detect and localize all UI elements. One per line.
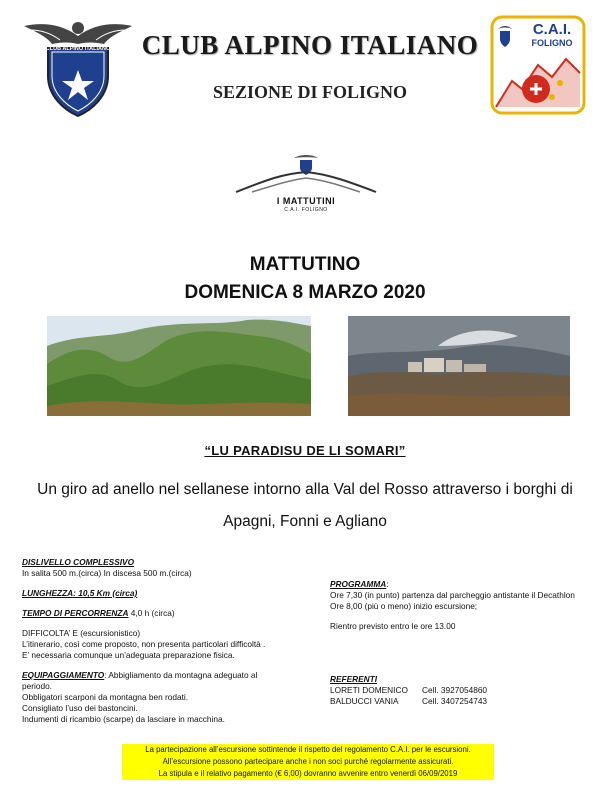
club-title: CLUB ALPINO ITALIANO xyxy=(141,30,479,60)
logo-left-text: CLUB ALPINO ITALIANO xyxy=(45,46,111,52)
notice-line-3: La stipula e il relativo pagamento (€ 6,00) dovranno avvenire entro venerdì 06/09/2019 xyxy=(158,769,458,778)
description-line-1: Un giro ad anello nel sellanese intorno alla Val del Rosso attraverso i borghi di xyxy=(37,481,573,498)
cai-eagle-logo xyxy=(22,14,134,120)
mattutini-name: I MATTUTINI xyxy=(276,196,336,206)
mountain-photo xyxy=(47,316,311,416)
referent-row xyxy=(330,685,600,696)
equip-line-3: Obbligatori scarponi da montagna ben rodati. xyxy=(22,692,189,702)
programma-line-3: Rientro previsto entro le ore 13.00 xyxy=(330,621,456,631)
details-column xyxy=(22,557,312,725)
notice-line-2: All’escursione possono partecipare anche i non soci purché regolarmente assicurati. xyxy=(162,757,454,766)
notice-line-1: La partecipazione all’escursione sottintende il rispetto del regolamento C.A.I. per le escursioni. xyxy=(145,745,471,754)
section-title: SEZIONE DI FOLIGNO xyxy=(212,82,408,102)
programma-label: PROGRAMMA xyxy=(330,579,387,589)
programma-line-2: Ore 8,00 (più o meno) inizio escursione; xyxy=(330,601,478,611)
equip-line-5: Indumenti di ricambio (scarpe) da lasciare in macchina. xyxy=(22,714,225,724)
referent-row xyxy=(330,696,600,707)
event-date: DOMENICA 8 MARZO 2020 xyxy=(184,282,426,303)
referenti-label: REFERENTI xyxy=(330,674,378,684)
equip-line-1: : Abbigliamento da montagna adeguato al xyxy=(104,670,258,680)
mattutini-sub: C.A.I. FOLIGNO xyxy=(284,207,328,213)
event-title: MATTUTINO xyxy=(249,254,361,275)
badge-city-text: FOLIGNO xyxy=(531,38,573,48)
referent-phone: Cell. 3407254743 xyxy=(422,696,488,706)
village-photo xyxy=(348,316,570,416)
programma-colon: : xyxy=(386,579,389,589)
equip-line-4: Consigliato l’uso dei bastoncini. xyxy=(22,703,138,713)
excursion-title xyxy=(0,443,610,458)
difficolta-line-2: L’itinerario, così come proposto, non presenta particolari difficoltà . xyxy=(22,639,266,649)
programma-column xyxy=(330,579,600,707)
excursion-title-text: “LU PARADISU DE LI SOMARI” xyxy=(204,443,406,458)
notice-box xyxy=(122,744,494,780)
programma-line-1: Ore 7,30 (in punto) partenza dal parcheggio antistante il Decathlon xyxy=(330,590,575,600)
referent-name: LORETI DOMENICO xyxy=(330,685,408,695)
tempo-value: 4,0 h (circa) xyxy=(128,608,175,618)
referent-name: BALDUCCI VANIA xyxy=(330,696,399,706)
description-line-2: Apagni, Fonni e Agliano xyxy=(223,513,387,530)
equip-label: EQUIPAGGIAMENTO xyxy=(22,670,105,680)
difficolta-line-1: DIFFICOLTA’ E (escursionistico) xyxy=(22,628,141,638)
dislivello-label: DISLIVELLO COMPLESSIVO xyxy=(22,557,135,567)
difficolta-line-3: E’ necessaria comunque un’adeguata preparazione fisica. xyxy=(22,650,235,660)
equip-line-2: periodo. xyxy=(22,681,52,691)
referent-phone: Cell. 3927054860 xyxy=(422,685,488,695)
tempo-label: TEMPO DI PERCORRENZA xyxy=(22,608,129,618)
dislivello-value: In salita 500 m.(circa) In discesa 500 m.(circa) xyxy=(22,568,192,578)
badge-cai-text: C.A.I. xyxy=(532,21,572,38)
lunghezza-label: LUNGHEZZA: 10,5 Km (circa) xyxy=(22,588,138,598)
